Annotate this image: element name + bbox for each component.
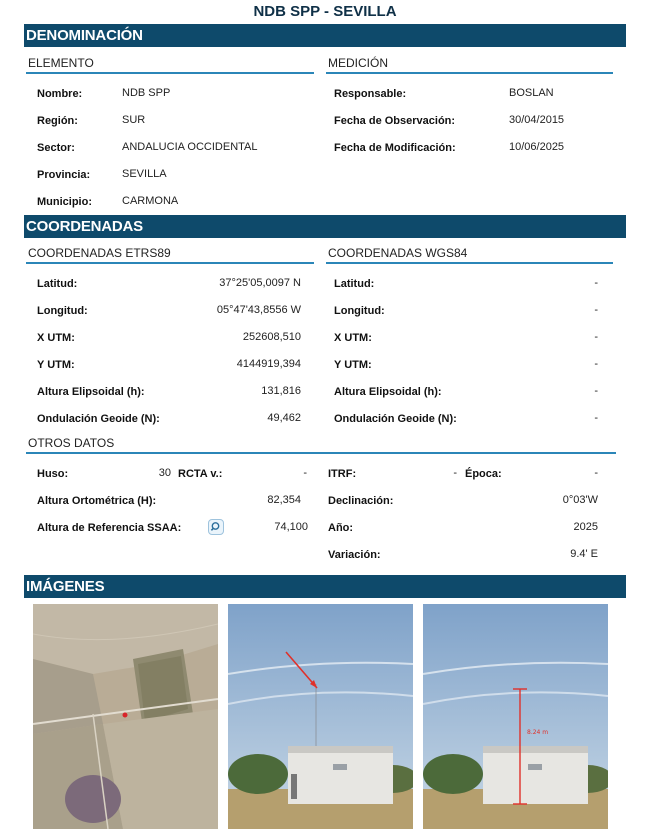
nombre-value: NDB SPP [122,87,171,99]
wgs-yutm-label: Y UTM: [334,359,372,371]
section-band-coordenadas: COORDENADAS [24,215,626,238]
search-button[interactable] [208,519,224,535]
wgs-latitud-label: Latitud: [334,278,375,290]
itrf-value: - [453,467,457,479]
sector-label: Sector: [37,142,75,154]
provincia-value: SEVILLA [122,168,167,180]
wgs-ondulacion-label: Ondulación Geoide (N): [334,413,457,425]
wgs-latitud-value: - [594,277,598,289]
rcta-value: - [303,467,307,479]
wgs-altura-elipsoidal-label: Altura Elipsoidal (h): [334,386,442,398]
antenna-photo[interactable] [228,604,413,829]
etrs-yutm-label: Y UTM: [37,359,75,371]
fecha-modificacion-value: 10/06/2025 [509,141,565,153]
elemento-divider [26,72,314,74]
epoca-value: - [594,467,598,479]
otros-datos-heading: OTROS DATOS [28,436,115,450]
etrs-xutm-value: 252608,510 [242,331,301,343]
responsable-label: Responsable: [334,88,407,100]
rcta-label: RCTA v.: [178,468,223,480]
variacion-label: Variación: [328,549,381,561]
wgs-altura-elipsoidal-value: - [594,385,598,397]
medicion-heading: MEDICIÓN [328,56,388,70]
altura-referencia-ssaa-label: Altura de Referencia SSAA: [37,522,182,534]
etrs-latitud-value: 37°25'05,0097 N [219,277,301,289]
altura-ortometrica-label: Altura Ortométrica (H): [37,495,157,507]
etrs-altura-elipsoidal-label: Altura Elipsoidal (h): [37,386,145,398]
etrs-xutm-label: X UTM: [37,332,75,344]
etrs-yutm-value: 4144919,394 [236,358,301,370]
declinacion-label: Declinación: [328,495,394,507]
huso-label: Huso: [37,468,69,480]
nombre-label: Nombre: [37,88,83,100]
satellite-image[interactable] [33,604,218,829]
page-title: NDB SPP - SEVILLA [253,3,397,20]
wgs-ondulacion-value: - [594,412,598,424]
medicion-divider [326,72,613,74]
etrs-ondulacion-label: Ondulación Geoide (N): [37,413,160,425]
wgs-yutm-value: - [594,358,598,370]
municipio-value: CARMONA [122,195,179,207]
etrs-altura-elipsoidal-value: 131,816 [261,385,301,397]
sector-value: ANDALUCIA OCCIDENTAL [122,141,258,153]
fecha-observacion-value: 30/04/2015 [509,114,565,126]
wgs84-heading: COORDENADAS WGS84 [328,246,468,260]
elemento-heading: ELEMENTO [28,56,94,70]
etrs89-divider [26,262,314,264]
measure-label: 8.24 m [527,729,549,736]
section-band-denominacion: DENOMINACIÓN [24,24,626,47]
etrs-latitud-label: Latitud: [37,278,78,290]
region-value: SUR [122,114,146,126]
provincia-label: Provincia: [37,169,91,181]
fecha-modificacion-label: Fecha de Modificación: [334,142,456,154]
anio-label: Año: [328,522,354,534]
section-band-imagenes: IMÁGENES [24,575,626,598]
etrs89-heading: COORDENADAS ETRS89 [28,246,171,260]
wgs-longitud-label: Longitud: [334,305,385,317]
wgs-xutm-label: X UTM: [334,332,372,344]
altura-ortometrica-value: 82,354 [267,494,301,506]
antenna-measure-photo[interactable] [423,604,608,829]
etrs-longitud-value: 05°47'43,8556 W [216,304,301,316]
variacion-value: 9.4' E [570,548,598,560]
wgs84-divider [326,262,613,264]
region-label: Región: [37,115,78,127]
wgs-xutm-value: - [594,331,598,343]
declinacion-value: 0°03'W [562,494,598,506]
wgs-longitud-value: - [594,304,598,316]
search-icon [209,520,223,534]
fecha-observacion-label: Fecha de Observación: [334,115,456,127]
municipio-label: Municipio: [37,196,92,208]
huso-value: 30 [158,467,171,479]
itrf-label: ITRF: [328,468,357,480]
epoca-label: Época: [465,468,502,480]
otros-datos-divider [26,452,616,454]
etrs-longitud-label: Longitud: [37,305,88,317]
altura-referencia-ssaa-value: 74,100 [274,521,308,533]
anio-value: 2025 [573,521,598,533]
etrs-ondulacion-value: 49,462 [267,412,301,424]
responsable-value: BOSLAN [509,87,554,99]
